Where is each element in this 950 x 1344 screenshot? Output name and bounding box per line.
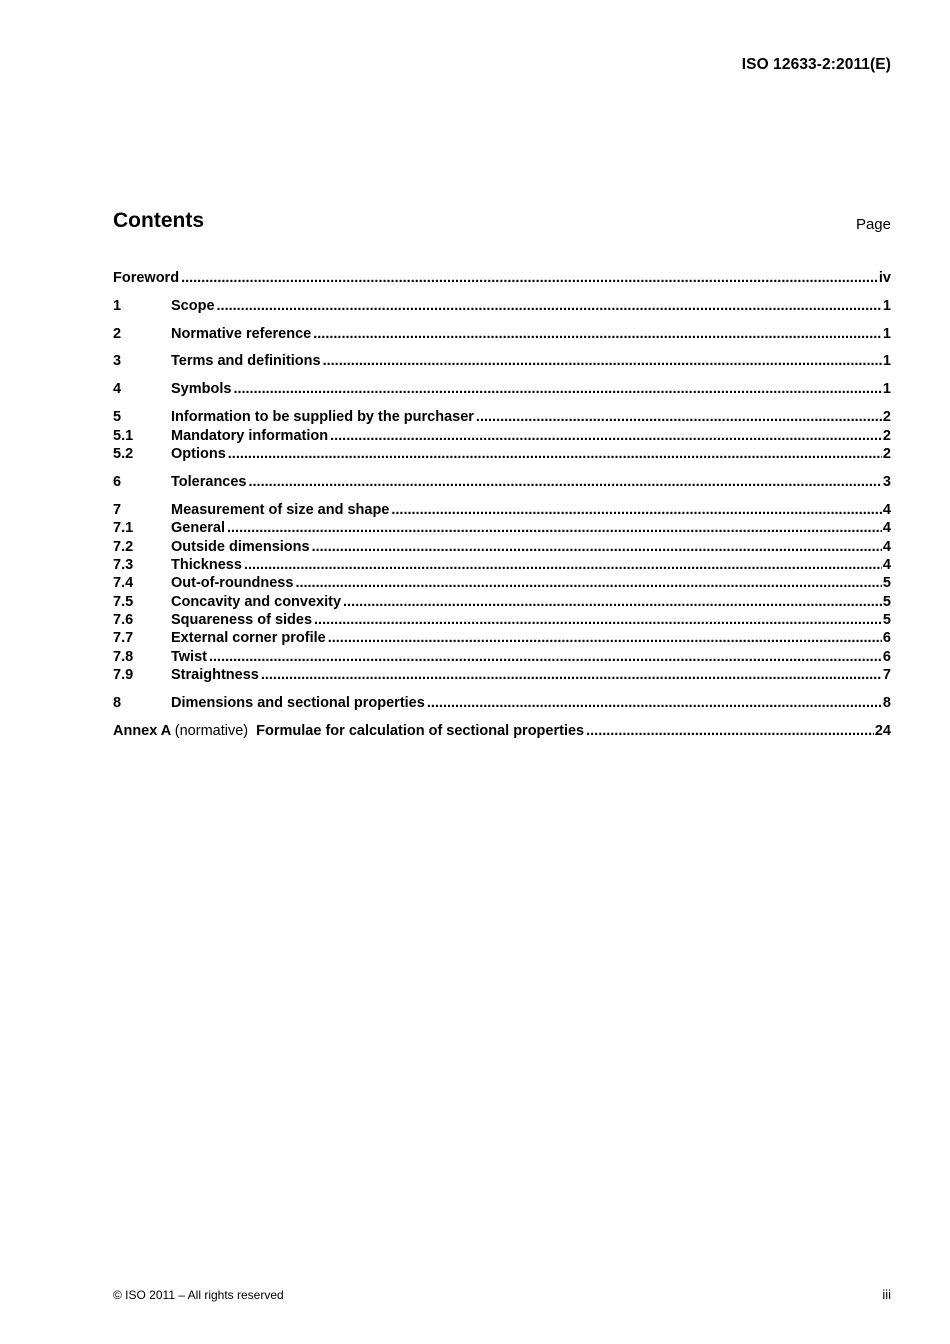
toc-title: Twist [171, 649, 207, 665]
toc-title: Terms and definitions [171, 353, 321, 369]
toc-leader [328, 629, 882, 647]
toc-entry-tolerances[interactable] [113, 473, 891, 491]
footer-copyright: © ISO 2011 – All rights reserved [113, 1288, 284, 1302]
toc-entry-options[interactable] [113, 445, 891, 463]
contents-heading: Contents [113, 209, 204, 232]
toc-leader [476, 408, 882, 426]
toc-title: External corner profile [171, 630, 326, 646]
toc-title: Thickness [171, 557, 242, 573]
annex-type: (normative) [174, 723, 249, 739]
toc-annex-title [113, 722, 584, 740]
toc-page: 4 [882, 502, 891, 518]
toc-number: 7.7 [113, 630, 134, 646]
toc-number: 7.8 [113, 649, 134, 665]
annex-label: Annex A [113, 723, 171, 739]
toc-title: Normative reference [171, 326, 312, 342]
toc-entry-foreword[interactable] [113, 269, 891, 287]
toc-page: 2 [882, 409, 891, 425]
footer-page-number: iii [882, 1287, 891, 1302]
annex-title: Formulae for calculation of sectional properties [256, 723, 585, 739]
toc-page: iv [878, 270, 891, 286]
page-column-label: Page [855, 216, 891, 233]
toc-number: 7.2 [113, 539, 134, 555]
toc-leader [330, 427, 882, 445]
toc-entry-annex-a[interactable] [113, 722, 891, 740]
toc-title: Concavity and convexity [171, 594, 342, 610]
toc-number: 7.9 [113, 667, 134, 683]
toc-entry-normative-reference[interactable] [113, 325, 891, 343]
toc-entry-information-purchaser[interactable] [113, 408, 891, 426]
toc-page: 1 [882, 353, 891, 369]
toc-title: Dimensions and sectional properties [171, 695, 425, 711]
toc-title: Outside dimensions [171, 539, 310, 555]
toc-entry-general[interactable] [113, 519, 891, 537]
toc-number: 5.2 [113, 446, 134, 462]
toc-entry-measurement[interactable] [113, 501, 891, 519]
toc-number: 7.3 [113, 557, 134, 573]
document-id: ISO 12633-2:2011(E) [741, 56, 891, 73]
toc-title: Straightness [171, 667, 259, 683]
toc-entry-corner-profile[interactable] [113, 629, 891, 647]
toc-entry-thickness[interactable] [113, 556, 891, 574]
toc-entry-concavity-convexity[interactable] [113, 593, 891, 611]
toc-page: 2 [882, 446, 891, 462]
toc-leader [391, 501, 882, 519]
toc-title: Scope [171, 298, 215, 314]
toc-number: 6 [113, 474, 122, 490]
toc-page: 4 [882, 539, 891, 555]
toc-page: 4 [882, 520, 891, 536]
toc-entry-symbols[interactable] [113, 380, 891, 398]
toc-entry-scope[interactable] [113, 297, 891, 315]
toc-title: Information to be supplied by the purchaser [171, 409, 474, 425]
toc-page: 7 [882, 667, 891, 683]
toc-page: 4 [882, 557, 891, 573]
toc-number: 7.6 [113, 612, 134, 628]
toc-leader [209, 648, 882, 666]
toc-leader [295, 574, 881, 592]
toc-entry-twist[interactable] [113, 648, 891, 666]
toc-title: General [171, 520, 225, 536]
toc-page: 6 [882, 630, 891, 646]
toc-title: Mandatory information [171, 428, 329, 444]
toc-number: 7.5 [113, 594, 134, 610]
toc-leader [313, 325, 882, 343]
toc-leader [261, 666, 882, 684]
toc-leader [427, 694, 882, 712]
toc-number: 1 [113, 298, 122, 314]
toc-leader [314, 611, 882, 629]
toc-number: 8 [113, 695, 122, 711]
toc-entry-dimensions-properties[interactable] [113, 694, 891, 712]
toc-entry-mandatory-information[interactable] [113, 427, 891, 445]
toc-entry-terms-and-definitions[interactable] [113, 352, 891, 370]
toc-leader [227, 519, 882, 537]
toc-title: Options [171, 446, 226, 462]
toc-page: 5 [882, 612, 891, 628]
toc-leader [181, 269, 878, 287]
toc-entry-out-of-roundness[interactable] [113, 574, 891, 592]
toc-number: 5.1 [113, 428, 134, 444]
toc-leader [586, 722, 874, 740]
toc-title: Foreword [113, 270, 180, 286]
toc-entry-squareness[interactable] [113, 611, 891, 629]
toc-page: 5 [882, 594, 891, 610]
toc-number: 5 [113, 409, 122, 425]
toc-number: 4 [113, 381, 122, 397]
toc-page: 1 [882, 381, 891, 397]
toc-entry-straightness[interactable] [113, 666, 891, 684]
toc-number: 3 [113, 353, 122, 369]
toc-leader [233, 380, 881, 398]
toc-page: 6 [882, 649, 891, 665]
toc-page: 5 [882, 575, 891, 591]
toc-leader [244, 556, 882, 574]
toc-page: 24 [874, 723, 891, 739]
toc-title: Squareness of sides [171, 612, 313, 628]
toc-page: 8 [882, 695, 891, 711]
toc-title: Measurement of size and shape [171, 502, 390, 518]
toc-number: 7.4 [113, 575, 134, 591]
toc-leader [323, 352, 882, 370]
toc-page: 2 [882, 428, 891, 444]
toc-title: Symbols [171, 381, 232, 397]
toc-title: Out-of-roundness [171, 575, 294, 591]
toc-leader [343, 593, 882, 611]
toc-page: 3 [882, 474, 891, 490]
toc-number: 2 [113, 326, 122, 342]
toc-number: 7.1 [113, 520, 134, 536]
toc-leader [249, 473, 882, 491]
toc-leader [228, 445, 882, 463]
toc-leader [217, 297, 882, 315]
toc-leader [312, 538, 882, 556]
toc-page: 1 [882, 298, 891, 314]
toc-number: 7 [113, 502, 122, 518]
toc-page: 1 [882, 326, 891, 342]
toc-title: Tolerances [171, 474, 247, 490]
toc-entry-outside-dimensions[interactable] [113, 538, 891, 556]
